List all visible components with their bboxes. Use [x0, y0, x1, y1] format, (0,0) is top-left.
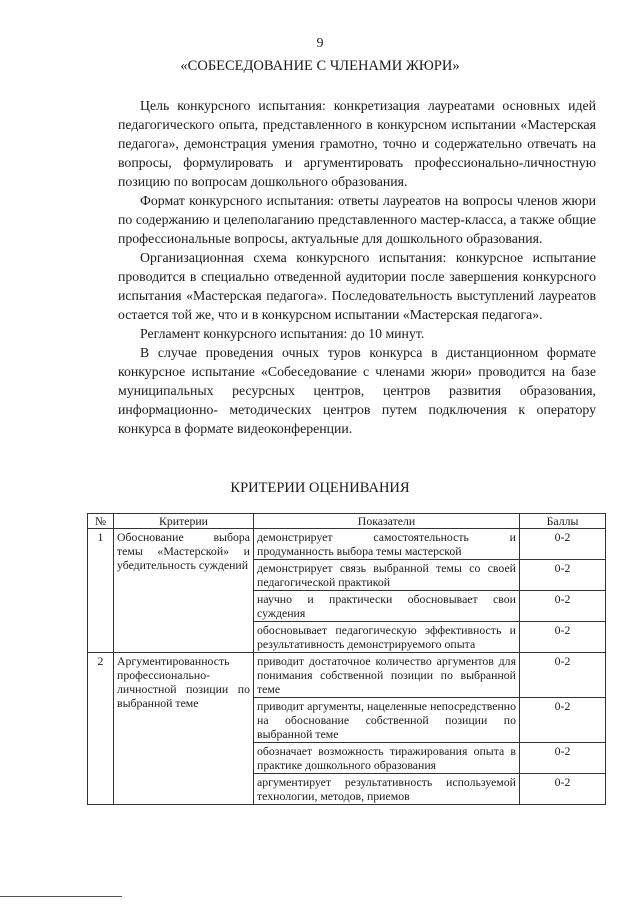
header-criteria: Критерии	[114, 514, 254, 529]
points-cell: 0-2	[520, 653, 606, 698]
points-cell: 0-2	[520, 774, 606, 805]
criterion-number: 1	[88, 529, 114, 653]
points-cell: 0-2	[520, 698, 606, 743]
header-number: №	[88, 514, 114, 529]
header-indicators: Показатели	[254, 514, 520, 529]
footnote-divider	[0, 896, 122, 897]
indicator-cell: демонстрирует самостоятельность и продуманность выбора темы мастерской	[254, 529, 520, 560]
criteria-title: КРИТЕРИИ ОЦЕНИВАНИЯ	[230, 480, 410, 496]
indicator-cell: приводит достаточное количество аргументов для понимания собственной позиции по выбранной теме	[254, 653, 520, 698]
indicator-cell: приводит аргументы, нацеленные непосредственно на обоснование собственной позиции по выбранной теме	[254, 698, 520, 743]
indicator-cell: обосновывает педагогическую эффективность и результативность демонстрируемого опыта	[254, 622, 520, 653]
paragraph-organization: Организационная схема конкурсного испытания: конкурсное испытание проводится в специально отведенной аудитории после завершения конкурсного испытания «Мастерская педагога». Последовательность выступлений лауреатов остается той же, что и в конкурсном испытании «Мастерская педагога».	[118, 250, 596, 322]
indicator-cell: научно и практически обосновывает свои суждения	[254, 591, 520, 622]
table-row	[88, 653, 606, 698]
points-cell: 0-2	[520, 560, 606, 591]
paragraph-goal: Цель конкурсного испытания: конкретизация лауреатами основных идей педагогического опыта, представленного в конкурсном испытании «Мастерская педагога», демонстрация умения грамотно, точно и содержательно отвечать на вопросы, формулировать и аргументировать профессионально-личностную позицию по вопросам дошкольного образования.	[118, 98, 596, 189]
header-points: Баллы	[520, 514, 606, 529]
paragraph-remote-format: В случае проведения очных туров конкурса в дистанционном формате конкурсное испытание «Собеседование с членами жюри» проводится на базе муниципальных ресурсных центров, центров развития образования, информационно- методических центров путем подключения к оператору конкурса в формате видеоконференции.	[118, 345, 596, 436]
indicator-cell: обозначает возможность тиражирования опыта в практике дошкольного образования	[254, 743, 520, 774]
points-cell: 0-2	[520, 591, 606, 622]
section-title: «СОБЕСЕДОВАНИЕ С ЧЛЕНАМИ ЖЮРИ»	[180, 58, 460, 74]
paragraph-format: Формат конкурсного испытания: ответы лауреатов на вопросы членов жюри по содержанию и целеполаганию представленного мастер-класса, а также общие профессиональные вопросы, актуальные для дошкольного образования.	[118, 193, 596, 246]
table-header-row	[88, 514, 606, 529]
paragraph-time-limit: Регламент конкурсного испытания: до 10 минут.	[140, 326, 425, 341]
body-text	[118, 96, 596, 438]
points-cell: 0-2	[520, 529, 606, 560]
indicator-cell: аргументирует результативность используемой технологии, методов, приемов	[254, 774, 520, 805]
criterion-number: 2	[88, 653, 114, 805]
criterion-name: Аргументированность профессионально-личностной позиции по выбранной теме	[114, 653, 254, 805]
criterion-name: Обоснование выбора темы «Мастерской» и убедительность суждений	[114, 529, 254, 653]
criteria-table	[87, 513, 606, 805]
page-number: 9	[316, 36, 324, 51]
indicator-cell: демонстрирует связь выбранной темы со своей педагогической практикой	[254, 560, 520, 591]
table-row	[88, 529, 606, 560]
points-cell: 0-2	[520, 743, 606, 774]
points-cell: 0-2	[520, 622, 606, 653]
